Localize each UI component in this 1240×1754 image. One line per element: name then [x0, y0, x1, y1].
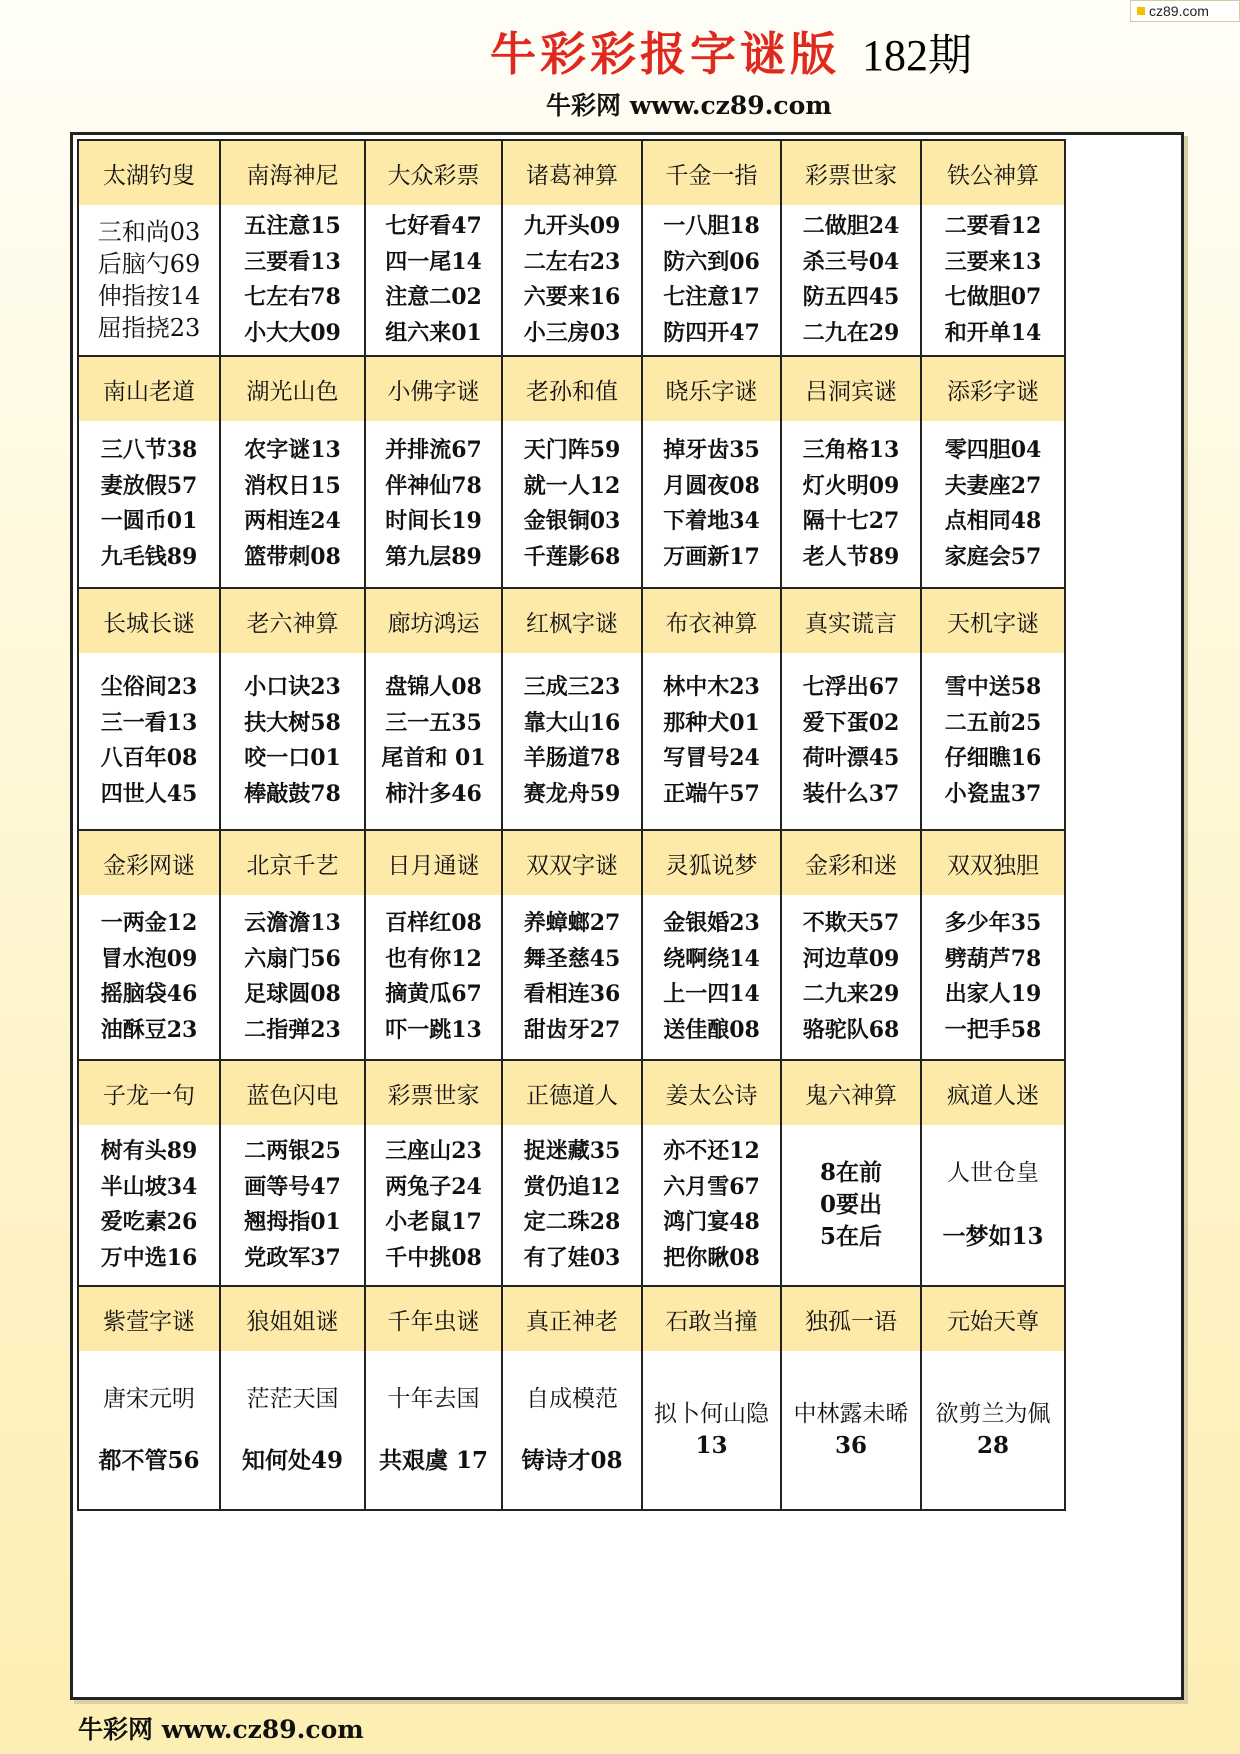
tip-line: 二九来29 — [802, 981, 900, 1007]
tip-line: 防六到06 — [663, 248, 760, 275]
tip-line: 那种犬01 — [663, 709, 760, 736]
tip-line: 四一尾14 — [385, 248, 482, 275]
tipster-name: 鬼六神算 — [782, 1059, 922, 1127]
tip-line: 二做胆24 — [802, 213, 900, 239]
tipster-name: 灵狐说梦 — [643, 829, 782, 897]
tip-line: 小口诀23 — [244, 674, 341, 700]
tip-line: 靠大山16 — [523, 709, 621, 736]
tip-line: 仔细瞧16 — [944, 745, 1042, 771]
tip-line: 六要来16 — [523, 284, 621, 310]
tip-line: 杀三号04 — [802, 248, 900, 275]
tip-line: 林中木23 — [663, 674, 760, 700]
tip-line: 一圆币01 — [100, 508, 198, 534]
tip-line: 冒水泡09 — [100, 945, 198, 972]
tip-cell — [503, 1125, 643, 1287]
tip-line: 二要看12 — [944, 213, 1042, 239]
tip-line: 七做胆07 — [944, 284, 1042, 310]
tip-line: 吓一跳13 — [385, 1016, 482, 1043]
tip-line: 农字谜13 — [244, 437, 341, 463]
tip-cell — [366, 1351, 503, 1511]
tip-line: 36 — [834, 1432, 867, 1459]
tip-line: 骆驼队68 — [802, 1016, 900, 1043]
tip-cell — [643, 421, 782, 589]
tip-line: 唐宋元明 — [103, 1385, 195, 1412]
tip-line: 万中选16 — [100, 1244, 198, 1271]
tip-line: 劈葫芦78 — [944, 945, 1042, 972]
tip-line: 党政军37 — [244, 1244, 341, 1271]
tip-cell — [782, 1125, 922, 1287]
tip-line: 四世人45 — [100, 780, 198, 807]
tipster-name: 彩票世家 — [782, 139, 922, 207]
tip-line: 半山坡34 — [100, 1173, 198, 1200]
tipster-name: 添彩字谜 — [922, 355, 1066, 423]
tip-line: 五注意15 — [244, 213, 341, 239]
tipster-name: 铁公神算 — [922, 139, 1066, 207]
tip-line: 写冒号24 — [663, 745, 760, 771]
tip-line: 柿汁多46 — [385, 780, 482, 807]
tip-line: 荷叶漂45 — [802, 745, 900, 771]
tip-line: 夫妻座27 — [944, 472, 1042, 499]
tip-line: 二五前25 — [944, 709, 1042, 736]
tip-cell — [643, 653, 782, 831]
watermark-badge — [1130, 0, 1240, 22]
tip-line: 七注意17 — [663, 284, 760, 310]
tip-line: 三一看13 — [100, 709, 198, 736]
tip-cell — [643, 1125, 782, 1287]
tip-line: 鸿门宴48 — [663, 1209, 760, 1235]
tip-line: 七左右78 — [244, 284, 341, 310]
tip-line: 一两金12 — [100, 910, 198, 936]
tip-line: 5在后 — [819, 1223, 882, 1250]
tip-line: 万画新17 — [663, 543, 760, 570]
tip-line: 摘黄瓜67 — [385, 981, 482, 1007]
tip-cell — [503, 895, 643, 1061]
tip-cell — [503, 205, 643, 357]
tip-line: 二两银25 — [244, 1138, 341, 1164]
tip-line: 茫茫天国 — [246, 1385, 339, 1412]
tip-line: 甜齿牙27 — [523, 1016, 621, 1043]
tipster-name: 石敢当撞 — [643, 1285, 782, 1353]
tip-line: 多少年35 — [944, 910, 1042, 936]
tip-cell — [221, 653, 366, 831]
tip-line: 月圆夜08 — [663, 472, 760, 499]
tipster-name: 独孤一语 — [782, 1285, 922, 1353]
tipster-name: 晓乐字谜 — [643, 355, 782, 423]
tip-line: 金银婚23 — [663, 910, 760, 936]
site-url-top: 牛彩网 www.cz89.com — [546, 91, 832, 120]
watermark-text: cz89.com — [1149, 3, 1209, 19]
square-icon — [1137, 7, 1145, 15]
tip-line: 防五四45 — [802, 284, 900, 310]
tipster-name: 长城长谜 — [77, 587, 221, 655]
tip-line: 云澹澹13 — [244, 910, 341, 936]
tip-cell — [782, 421, 922, 589]
tip-line: 28 — [976, 1432, 1009, 1459]
tip-cell — [221, 421, 366, 589]
tip-line: 十年去国 — [387, 1385, 480, 1412]
tip-line: 伸指按14 — [97, 282, 201, 310]
tip-line: 六扇门56 — [244, 945, 341, 972]
tip-line: 雪中送58 — [944, 674, 1042, 700]
tip-line: 屈指挠23 — [97, 314, 201, 342]
tip-line: 时间长19 — [385, 508, 482, 534]
tip-cell — [366, 205, 503, 357]
tip-line: 家庭会57 — [944, 543, 1042, 570]
tipster-name: 千年虫谜 — [366, 1285, 503, 1353]
tip-line: 小瓷盅37 — [944, 780, 1042, 807]
tip-cell — [782, 653, 922, 831]
tip-cell — [643, 1351, 782, 1511]
tipster-name: 千金一指 — [643, 139, 782, 207]
tip-line: 并排流67 — [385, 437, 482, 463]
tip-line: 一八胆18 — [663, 213, 760, 239]
tipster-name: 真实谎言 — [782, 587, 922, 655]
tip-cell — [782, 1351, 922, 1511]
tip-cell — [922, 1351, 1066, 1511]
tip-line: 摇脑袋46 — [100, 981, 198, 1007]
tip-cell — [922, 653, 1066, 831]
tip-line: 第九层89 — [385, 543, 482, 570]
tip-line: 正端午57 — [663, 780, 760, 807]
tip-line: 羊肠道78 — [523, 745, 621, 771]
tip-line: 养蟑螂27 — [523, 910, 621, 936]
tip-line: 看相连36 — [523, 981, 621, 1007]
tipster-name: 廊坊鸿运 — [366, 587, 503, 655]
tip-line: 三座山23 — [385, 1138, 482, 1164]
tip-line: 七浮出67 — [802, 674, 900, 700]
tip-line: 共艰虞 17 — [378, 1446, 488, 1474]
tipster-name: 北京千艺 — [221, 829, 366, 897]
tip-line: 盘锦人08 — [385, 674, 482, 700]
tipster-name: 日月通谜 — [366, 829, 503, 897]
tip-line: 拟卜何山隐 — [654, 1401, 769, 1427]
tip-cell — [366, 653, 503, 831]
tip-line: 小大大09 — [244, 319, 341, 346]
tip-cell — [77, 421, 221, 589]
tip-line: 尾首和 01 — [381, 745, 486, 771]
tip-line: 隔十七27 — [802, 508, 900, 534]
tipster-name: 狼姐姐谜 — [221, 1285, 366, 1353]
tip-cell — [782, 205, 922, 357]
tipster-name: 子龙一句 — [77, 1059, 221, 1127]
tip-line: 也有你12 — [385, 945, 482, 972]
tip-line: 赏仍追12 — [523, 1173, 621, 1200]
tip-cell — [221, 1351, 366, 1511]
tip-line: 点相同48 — [944, 508, 1042, 534]
tipster-name: 疯道人迷 — [922, 1059, 1066, 1127]
tip-cell — [643, 895, 782, 1061]
tipster-name: 紫萱字谜 — [77, 1285, 221, 1353]
tipster-name: 金彩和迷 — [782, 829, 922, 897]
tip-cell — [503, 653, 643, 831]
tip-cell — [503, 1351, 643, 1511]
tip-line: 咬一口01 — [244, 745, 341, 771]
tipster-name: 真正神老 — [503, 1285, 643, 1353]
tip-line: 上一四14 — [663, 981, 760, 1007]
tipster-name: 小佛字谜 — [366, 355, 503, 423]
tip-line: 三要看13 — [244, 248, 341, 275]
tip-cell — [643, 205, 782, 357]
tip-line: 知何处49 — [241, 1446, 343, 1474]
tip-line: 自成模范 — [526, 1385, 618, 1412]
tip-cell — [77, 653, 221, 831]
tip-line: 河边草09 — [802, 945, 900, 972]
tip-line: 就一人12 — [523, 472, 621, 499]
tip-cell — [77, 1351, 221, 1511]
tip-cell — [366, 421, 503, 589]
tip-cell — [366, 1125, 503, 1287]
tipster-name: 诸葛神算 — [503, 139, 643, 207]
tip-line: 千中挑08 — [385, 1244, 482, 1271]
page-header — [490, 18, 972, 84]
tip-line: 棒敲鼓78 — [244, 780, 341, 807]
tipster-name: 双双独胆 — [922, 829, 1066, 897]
tip-line: 三和尚03 — [97, 218, 201, 246]
tip-line: 千莲影68 — [523, 543, 621, 570]
tip-line: 两兔子24 — [385, 1173, 482, 1200]
tipster-name: 南海神尼 — [221, 139, 366, 207]
tip-line: 定二珠28 — [523, 1209, 621, 1235]
tip-line: 篮带刺08 — [244, 543, 341, 570]
tip-cell — [366, 895, 503, 1061]
tipster-name: 彩票世家 — [366, 1059, 503, 1127]
tipster-name: 蓝色闪电 — [221, 1059, 366, 1127]
tip-line: 后脑勺69 — [97, 250, 201, 278]
tip-cell — [922, 895, 1066, 1061]
tipster-name: 金彩网谜 — [77, 829, 221, 897]
tip-line: 老人节89 — [802, 543, 900, 570]
tip-line: 组六来01 — [385, 319, 482, 346]
tip-line: 画等号47 — [244, 1173, 341, 1200]
tip-line: 0要出 — [819, 1191, 882, 1218]
tipster-name: 正德道人 — [503, 1059, 643, 1127]
tip-line: 掉牙齿35 — [663, 437, 760, 463]
tip-line: 翘拇指01 — [244, 1209, 341, 1235]
site-url-bottom: 牛彩网 www.cz89.com — [78, 1715, 364, 1744]
tip-line: 爱吃素26 — [100, 1209, 198, 1235]
tip-line: 三八节38 — [100, 437, 198, 463]
tip-line: 送佳酿08 — [663, 1016, 760, 1043]
tip-line: 有了娃03 — [523, 1244, 621, 1271]
tip-line: 三角格13 — [802, 437, 900, 463]
tip-line: 两相连24 — [244, 508, 341, 534]
tip-cell — [503, 421, 643, 589]
tip-line: 六月雪67 — [663, 1173, 760, 1200]
tip-line: 注意二02 — [385, 284, 482, 310]
page-title: 牛彩彩报字谜版 — [490, 27, 840, 81]
tip-line: 零四胆04 — [944, 437, 1042, 463]
tip-line: 小老鼠17 — [385, 1209, 482, 1235]
tip-line: 赛龙舟59 — [523, 780, 621, 807]
issue-number: 182期 — [862, 31, 972, 80]
tipster-name: 老孙和值 — [503, 355, 643, 423]
tip-line: 13 — [695, 1432, 728, 1459]
tip-cell — [782, 895, 922, 1061]
tip-cell — [922, 421, 1066, 589]
tip-cell — [221, 205, 366, 357]
tipster-name: 红枫字谜 — [503, 587, 643, 655]
tipster-name: 双双字谜 — [503, 829, 643, 897]
tip-line: 欲剪兰为佩 — [935, 1401, 1051, 1427]
tipster-name: 天机字谜 — [922, 587, 1066, 655]
tip-line: 九开头09 — [523, 213, 621, 239]
tip-line: 铸诗才08 — [521, 1446, 623, 1474]
tip-line: 出家人19 — [944, 981, 1042, 1007]
tip-line: 人世仓皇 — [947, 1160, 1039, 1186]
tip-cell — [221, 895, 366, 1061]
tip-line: 九毛钱89 — [100, 543, 198, 570]
tip-line: 油酥豆23 — [100, 1016, 198, 1043]
tip-line: 灯火明09 — [802, 472, 900, 499]
tip-line: 二指弹23 — [244, 1016, 341, 1043]
tip-line: 和开单14 — [944, 319, 1042, 346]
tip-line: 舞圣慈45 — [523, 945, 621, 972]
tip-line: 消权日15 — [244, 472, 341, 499]
riddle-grid — [77, 139, 1177, 1693]
tip-line: 三要来13 — [944, 248, 1042, 275]
tip-line: 把你瞅08 — [663, 1244, 760, 1271]
tip-line: 下着地34 — [663, 508, 760, 534]
tip-line: 伴神仙78 — [385, 472, 482, 499]
tip-line: 七好看47 — [385, 213, 482, 239]
tip-cell — [221, 1125, 366, 1287]
tip-cell — [922, 1125, 1066, 1287]
tip-line: 金银铜03 — [523, 508, 621, 534]
tip-line: 三一五35 — [385, 709, 482, 736]
tipster-name: 吕洞宾谜 — [782, 355, 922, 423]
tip-cell — [77, 895, 221, 1061]
tip-line: 天门阵59 — [523, 437, 621, 463]
tip-line: 妻放假57 — [100, 472, 198, 499]
tip-line: 二九在29 — [802, 319, 900, 346]
tip-line: 爱下蛋02 — [802, 709, 900, 736]
tip-line: 中林露未晞 — [793, 1401, 909, 1427]
tip-line: 小三房03 — [523, 319, 621, 346]
tipster-name: 姜太公诗 — [643, 1059, 782, 1127]
tip-line: 8在前 — [819, 1159, 882, 1186]
tipster-name: 大众彩票 — [366, 139, 503, 207]
tip-cell — [77, 1125, 221, 1287]
tip-line: 防四开47 — [663, 319, 760, 346]
tip-line: 树有头89 — [100, 1138, 198, 1164]
tip-cell — [77, 205, 221, 357]
tip-line: 不欺天57 — [802, 910, 900, 936]
tip-line: 一把手58 — [944, 1016, 1042, 1043]
tip-line: 亦不还12 — [663, 1138, 760, 1164]
tip-line: 一梦如13 — [942, 1223, 1044, 1250]
tip-line: 二左右23 — [523, 248, 621, 275]
tip-line: 八百年08 — [100, 745, 198, 771]
tip-line: 扶大树58 — [244, 709, 341, 736]
tip-line: 捉迷藏35 — [523, 1138, 621, 1164]
tip-line: 百样红08 — [385, 910, 482, 936]
riddle-table — [70, 132, 1184, 1700]
tipster-name: 老六神算 — [221, 587, 366, 655]
tipster-name: 布衣神算 — [643, 587, 782, 655]
tip-line: 三成三23 — [523, 674, 621, 700]
tip-cell — [922, 205, 1066, 357]
tip-line: 装什么37 — [802, 780, 900, 807]
tip-line: 足球圆08 — [244, 981, 341, 1007]
tipster-name: 南山老道 — [77, 355, 221, 423]
tipster-name: 太湖钓叟 — [77, 139, 221, 207]
tip-line: 尘俗间23 — [100, 674, 198, 700]
tip-line: 绕啊绕14 — [663, 945, 760, 972]
tipster-name: 元始天尊 — [922, 1285, 1066, 1353]
tip-line: 都不管56 — [98, 1446, 200, 1474]
tipster-name: 湖光山色 — [221, 355, 366, 423]
